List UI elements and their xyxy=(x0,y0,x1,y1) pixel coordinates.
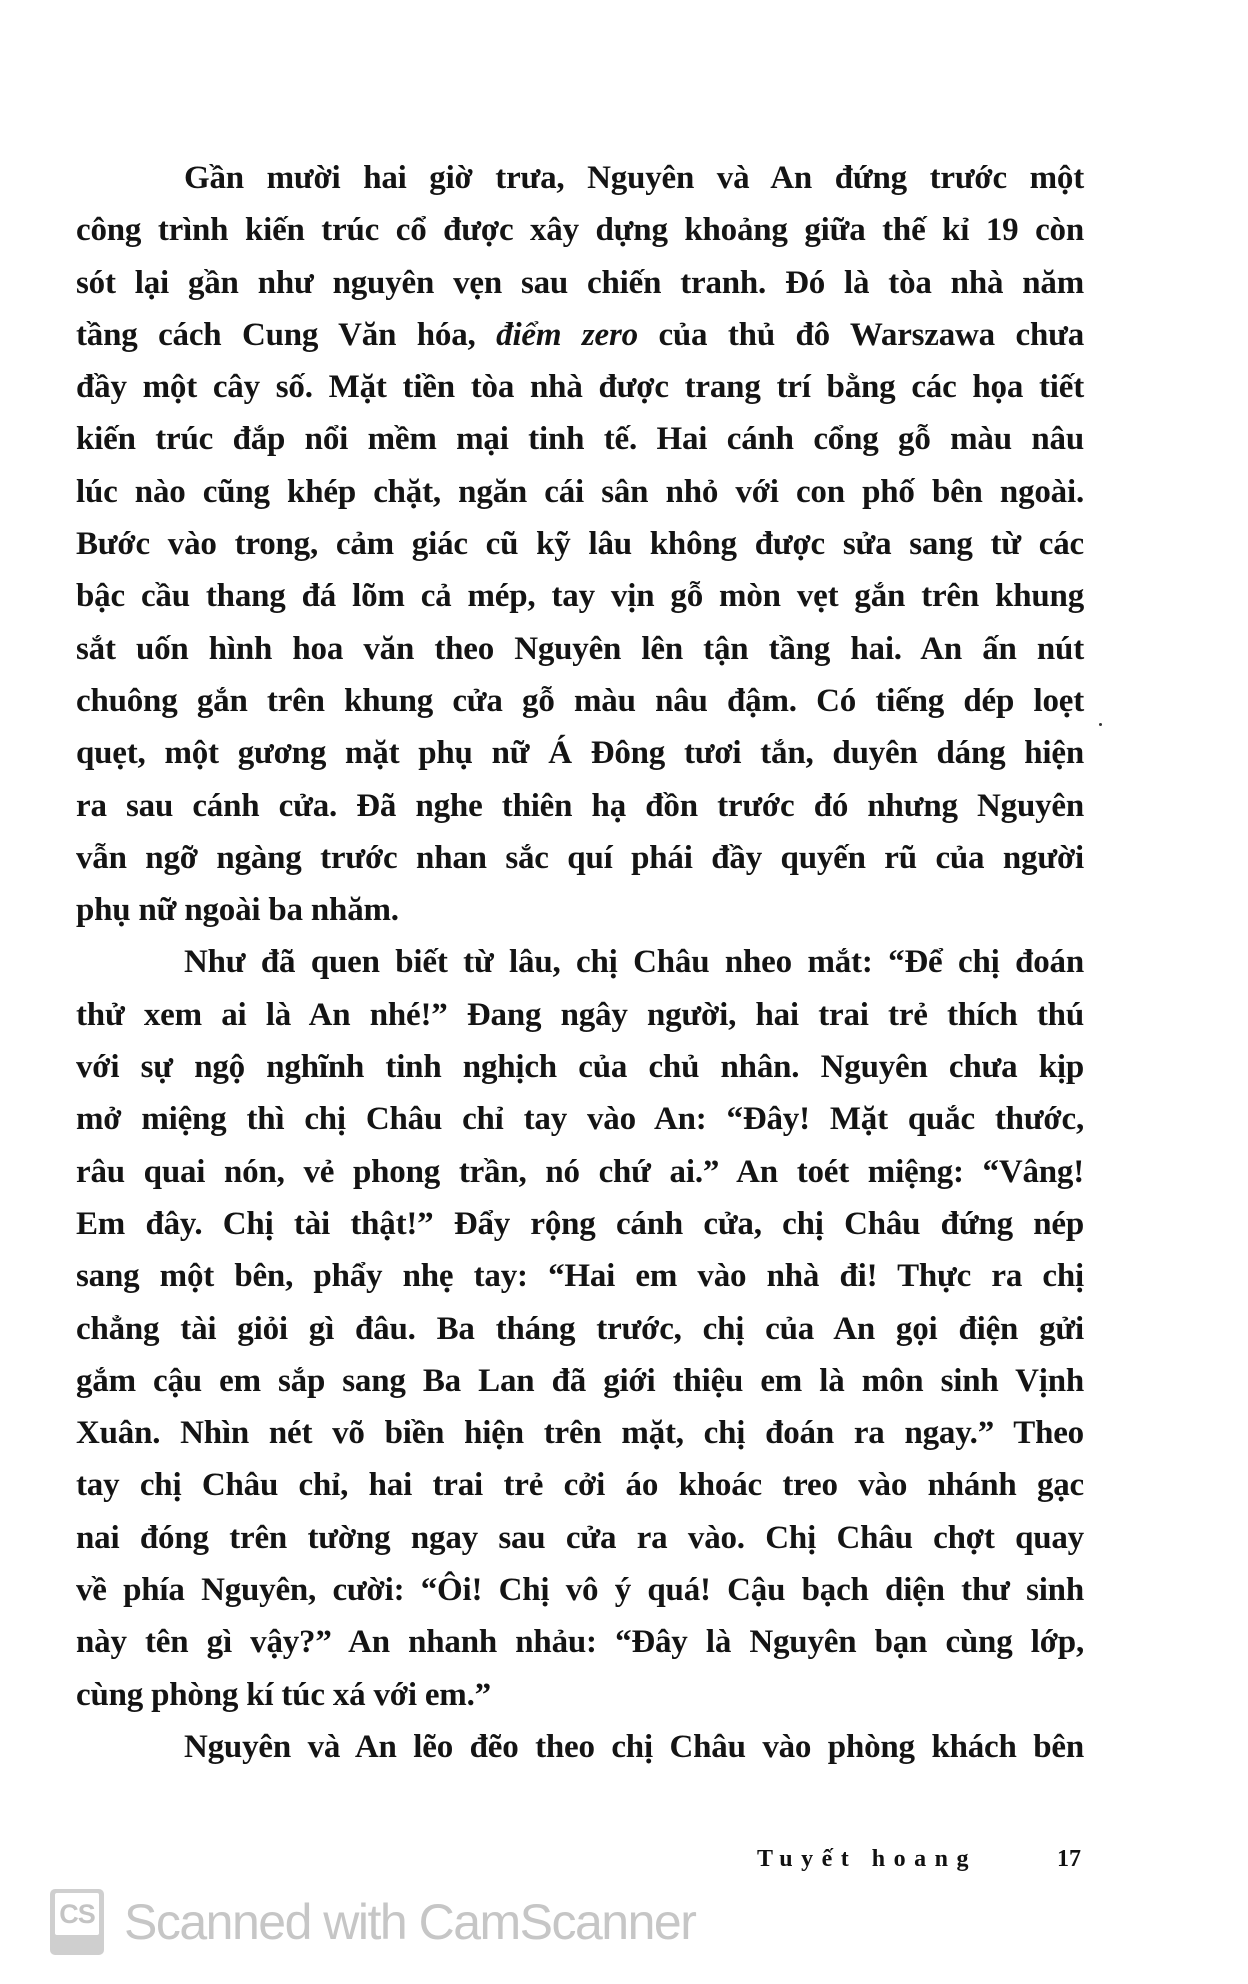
text-line: mở miệng thì chị Châu chỉ tay vào An: “Đây! Mặt quắc thước, xyxy=(76,1101,1084,1138)
text-run: tầng cách Cung Văn hóa, xyxy=(76,316,497,353)
text-run: của thủ đô Warszawa chưa xyxy=(637,316,1085,353)
watermark-text: Scanned with CamScanner xyxy=(124,1894,696,1950)
paragraph xyxy=(76,936,1084,1720)
text-line: lúc nào cũng khép chặt, ngăn cái sân nhỏ với con phố bên ngoài. xyxy=(76,473,1084,510)
camscanner-watermark xyxy=(50,1888,695,1956)
text-line: sót lại gần như nguyên vẹn sau chiến tranh. Đó là tòa nhà năm xyxy=(76,264,1084,301)
text-line: bậc cầu thang đá lõm cả mép, tay vịn gỗ mòn vẹt gắn trên khung xyxy=(76,578,1084,615)
running-title: Tuyết hoang xyxy=(757,1846,977,1872)
paragraph xyxy=(76,152,1084,936)
text-line: với sự ngộ nghĩnh tinh nghịch của chủ nhân. Nguyên chưa kịp xyxy=(76,1049,1084,1086)
text-line: gắm cậu em sắp sang Ba Lan đã giới thiệu em là môn sinh Vịnh xyxy=(76,1362,1084,1399)
text-line: chuông gắn trên khung cửa gỗ màu nâu đậm. Có tiếng dép loẹt xyxy=(76,682,1084,719)
text-line: tay chị Châu chỉ, hai trai trẻ cởi áo khoác treo vào nhánh gạc xyxy=(76,1467,1084,1504)
text-line: sắt uốn hình hoa văn theo Nguyên lên tận tầng hai. An ấn nút xyxy=(76,630,1084,667)
page-body xyxy=(76,152,1084,1773)
text-line xyxy=(76,309,1084,361)
text-line: thử xem ai là An nhé!” Đang ngây người, hai trai trẻ thích thú xyxy=(76,996,1084,1033)
text-line: vẫn ngỡ ngàng trước nhan sắc quí phái đầy quyến rũ của người xyxy=(76,839,1084,876)
text-line: đầy một cây số. Mặt tiền tòa nhà được trang trí bằng các họa tiết xyxy=(76,369,1084,406)
text-line: Nguyên và An lẽo đẽo theo chị Châu vào phòng khách bên xyxy=(184,1728,1084,1765)
text-line: quẹt, một gương mặt phụ nữ Á Đông tươi tắn, duyên dáng hiện xyxy=(76,735,1084,772)
text-line: Em đây. Chị tài thật!” Đẩy rộng cánh cửa, chị Châu đứng nép xyxy=(76,1205,1084,1242)
text-line: công trình kiến trúc cổ được xây dựng khoảng giữa thế kỉ 19 còn xyxy=(76,212,1084,249)
text-line: phụ nữ ngoài ba nhăm. xyxy=(76,892,399,929)
text-line: râu quai nón, vẻ phong trần, nó chứ ai.” An toét miệng: “Vâng! xyxy=(76,1153,1084,1190)
text-line: Bước vào trong, cảm giác cũ kỹ lâu không được sửa sang từ các xyxy=(76,526,1084,563)
text-line: Xuân. Nhìn nét võ biền hiện trên mặt, chị đoán ra ngay.” Theo xyxy=(76,1415,1084,1452)
camscanner-logo-icon xyxy=(50,1889,104,1955)
italic-emphasis: điểm zero xyxy=(496,316,638,353)
text-line: kiến trúc đắp nổi mềm mại tinh tế. Hai cánh cổng gỗ màu nâu xyxy=(76,421,1084,458)
text-line: ra sau cánh cửa. Đã nghe thiên hạ đồn trước đó nhưng Nguyên xyxy=(76,787,1084,824)
text-line: chẳng tài giỏi gì đâu. Ba tháng trước, chị của An gọi điện gửi xyxy=(76,1310,1084,1347)
text-line: Như đã quen biết từ lâu, chị Châu nheo mắt: “Để chị đoán xyxy=(184,944,1084,981)
paragraph xyxy=(76,1721,1084,1773)
text-line: nai đóng trên tường ngay sau cửa ra vào. Chị Châu chợt quay xyxy=(76,1519,1084,1556)
text-line: cùng phòng kí túc xá với em.” xyxy=(76,1676,491,1713)
text-line: sang một bên, phẩy nhẹ tay: “Hai em vào nhà đi! Thực ra chị xyxy=(76,1258,1084,1295)
text-line: này tên gì vậy?” An nhanh nhảu: “Đây là Nguyên bạn cùng lớp, xyxy=(76,1624,1084,1661)
page-number: 17 xyxy=(1057,1846,1081,1872)
scan-speck xyxy=(1099,723,1102,726)
camscanner-logo-text: CS xyxy=(55,1893,99,1935)
text-line: Gần mười hai giờ trưa, Nguyên và An đứng trước một xyxy=(184,160,1084,196)
text-line: về phía Nguyên, cười: “Ôi! Chị vô ý quá! Cậu bạch diện thư sinh xyxy=(76,1572,1084,1609)
